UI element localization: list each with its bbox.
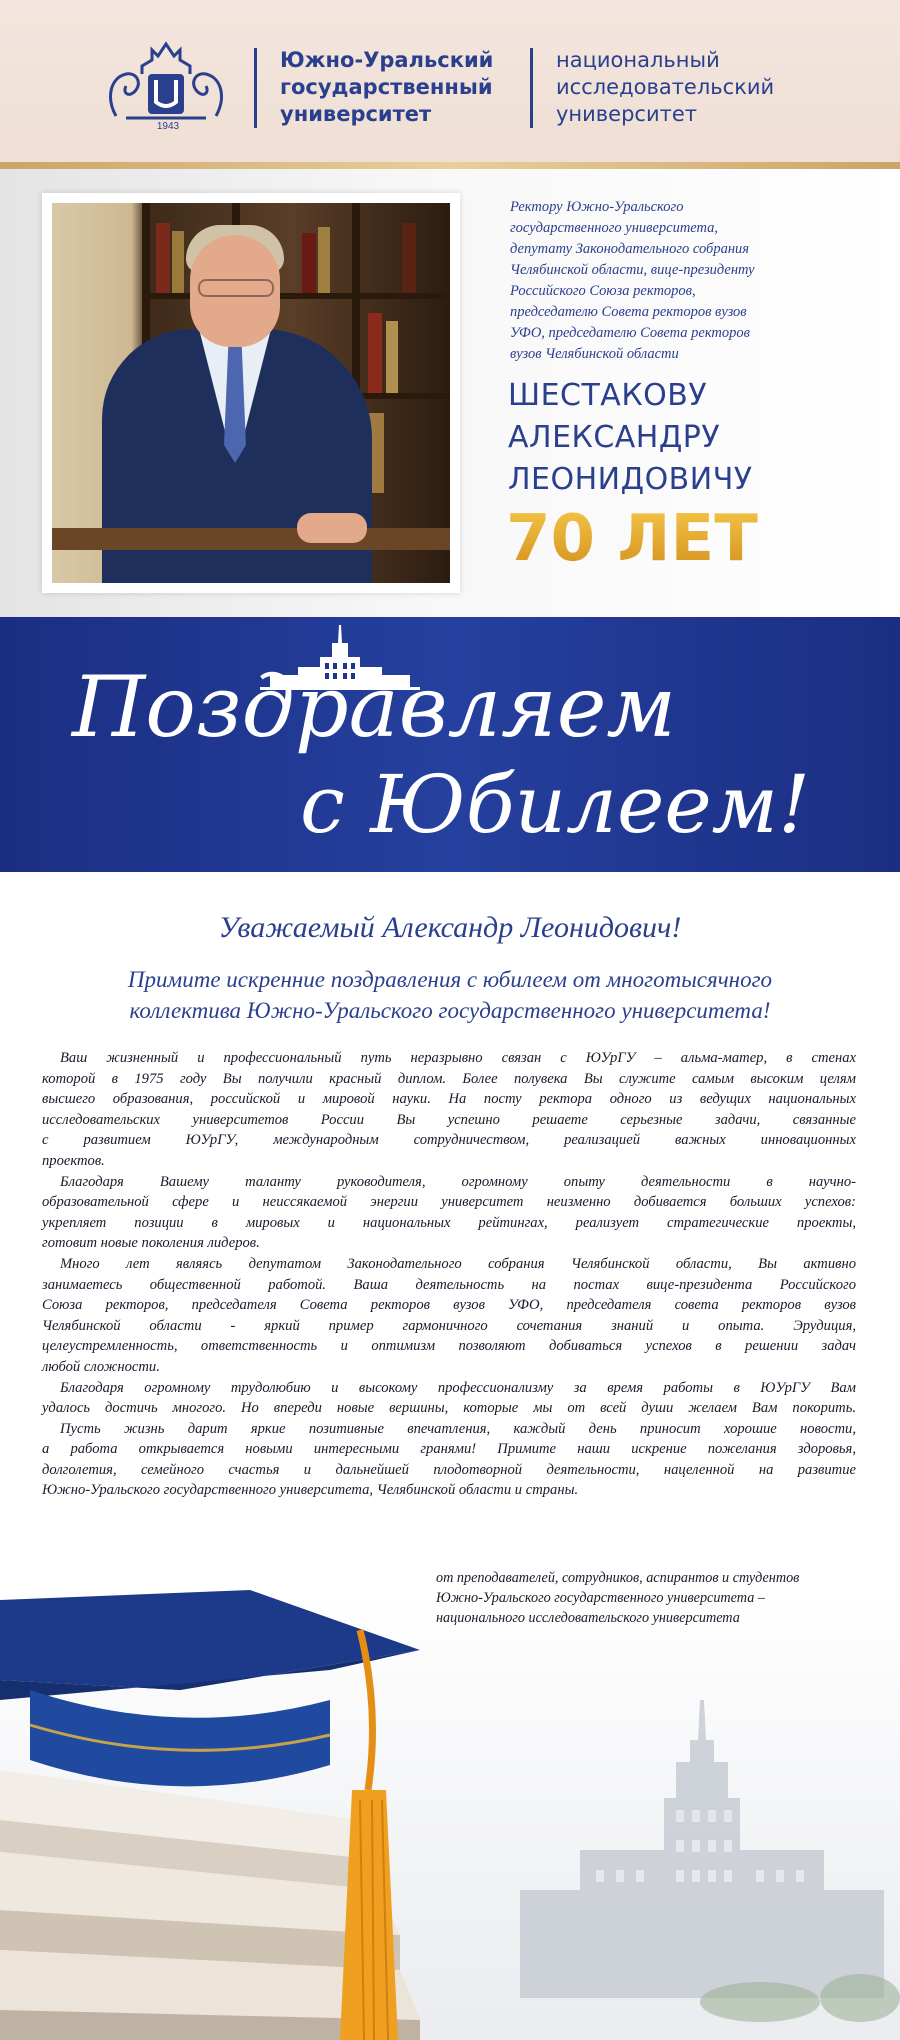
dedication-line: депутату Законодательного собрания: [510, 241, 750, 257]
dedication-line: Ректору Южно-Уральского: [510, 199, 684, 215]
university-status-line: исследовательский: [556, 75, 775, 99]
dedication-line: государственного университета,: [510, 220, 719, 236]
banner-title-line: Поздравляем: [72, 658, 677, 756]
dedication-line: Челябинской области, вице-президенту: [510, 262, 755, 278]
letter-intro: [0, 964, 900, 1026]
founding-year: 1943: [156, 121, 180, 132]
university-status-line: университет: [556, 102, 698, 126]
signature-line: от преподавателей, сотрудников, аспирантов и студентов: [436, 1570, 800, 1586]
dedication-text: [510, 197, 850, 365]
letter-body-line: проектов.: [42, 1152, 105, 1169]
honoree-name: [508, 375, 753, 501]
letter-greeting: Уважаемый Александр Леонидович!: [218, 911, 682, 944]
letter-body-line: долголетия, семейного счастья и дальнейшей плодотворной деятельности, нацеленной на развитие: [42, 1461, 856, 1478]
anniversary-age: 70 ЛЕТ: [506, 502, 758, 576]
letter-body-line: а работа открывается новыми интересными гранями! Примите наши искрение пожелания здоровья,: [42, 1441, 856, 1458]
graduation-cap-icon: [0, 1590, 420, 1786]
letter-body-line: образовательной сфере и неиссякаемой энергии университет неизменно добивается больших успехов:: [42, 1194, 856, 1211]
letter-body-line: любой сложности.: [42, 1358, 160, 1375]
letter-body-line: Южно-Уральского государственного университета, Челябинской области и страны.: [42, 1482, 579, 1499]
congratulations-banner: [0, 617, 900, 872]
dedication-line: вузов Челябинской области: [510, 346, 679, 362]
bottom-illustration: [0, 1590, 900, 2040]
portrait-photo: [52, 203, 450, 583]
university-status: [556, 47, 774, 128]
letter-body-line: удалось достичь многого. Но впереди новые вершины, которые мы от всей души желаем Вам покорить.: [42, 1400, 856, 1417]
letter-body-line: целеустремленность, ответственность и оптимизм позволяют добиваться успехов в решении задач: [42, 1338, 856, 1355]
signature-line: Южно-Уральского государственного университета –: [436, 1590, 765, 1606]
letter-body-line: которой в 1975 году Вы получили красный диплом. Более полувека Вы служите самым высоким целям: [42, 1070, 856, 1087]
letter-body: [42, 1048, 856, 1501]
letter-body-line: Благодаря огромному трудолюбию и высокому профессионализму за время работы в ЮУрГУ Вам: [60, 1379, 856, 1396]
university-name: [280, 47, 493, 128]
letter-signature: [436, 1568, 866, 1628]
honoree-name-line: АЛЕКСАНДРУ: [508, 420, 721, 455]
header-gold-stripe: [0, 162, 900, 169]
letter-body-line: Ваш жизненный и профессиональный путь неразрывно связан с ЮУрГУ – альма-матер, в стенах: [60, 1050, 856, 1066]
letter-body-line: с развитием ЮУрГУ, международным сотрудничеством, реализацией важных инновационных: [42, 1132, 856, 1149]
banner-title-line: с Юбилеем!: [300, 758, 811, 851]
header-divider: [254, 48, 257, 128]
letter-body-line: Благодаря Вашему таланту руководителя, огромному опыту деятельности в научно-: [60, 1173, 856, 1190]
honoree-name-line: ЛЕОНИДОВИЧУ: [508, 462, 753, 497]
letter-body-line: высшего образования, российской и мировой науки. На посту ректора одного из ведущих национальных: [42, 1091, 856, 1108]
honoree-name-line: ШЕСТАКОВУ: [508, 378, 708, 413]
university-building-icon: [520, 1700, 884, 1998]
letter-body-line: Челябинской области - яркий пример гармоничного сочетания знаний и опыта. Эрудиция,: [42, 1317, 856, 1334]
university-name-line: университет: [280, 102, 432, 126]
dedication-line: Российского Союза ректоров,: [510, 283, 696, 299]
dedication-line: председателю Совета ректоров вузов: [510, 304, 747, 320]
university-name-line: Южно-Уральский: [280, 48, 494, 72]
letter-body-line: исследовательских университетов России Вы успешно решаете серьезные задачи, связанные: [42, 1111, 856, 1128]
dedication-line: УФО, председателю Совета ректоров: [510, 325, 750, 341]
letter-body-line: готовит новые поколения лидеров.: [42, 1235, 260, 1252]
letter-body-line: Пусть жизнь дарит яркие позитивные впечатления, каждый день приносит хорошие новости,: [60, 1420, 856, 1437]
letter-body-line: Много лет являясь депутатом Законодательного собрания Челябинской области, Вы активно: [60, 1255, 856, 1272]
university-name-line: государственный: [280, 75, 493, 99]
header: [0, 0, 900, 162]
letter-intro-line: Примите искренние поздравления с юбилеем от многотысячного: [127, 967, 773, 992]
letter-intro-line: коллектива Южно-Уральского государственного университета!: [129, 998, 771, 1023]
letter-body-line: занимаетесь общественной работой. Ваша деятельность на постах вице-президента Российского: [42, 1276, 856, 1293]
letter-body-line: Союза ректоров, председателя Совета ректоров вузов УФО, председателя совета ректоров вузов: [42, 1297, 856, 1314]
portrait-frame: [42, 193, 460, 593]
letter-body-line: укрепляет позиции в мировых и национальных рейтингах, реализует стратегические проекты,: [42, 1214, 856, 1231]
hero-section: [0, 169, 900, 617]
header-divider: [530, 48, 533, 128]
university-status-line: национальный: [556, 48, 720, 72]
signature-line: национального исследовательского университета: [436, 1610, 740, 1626]
